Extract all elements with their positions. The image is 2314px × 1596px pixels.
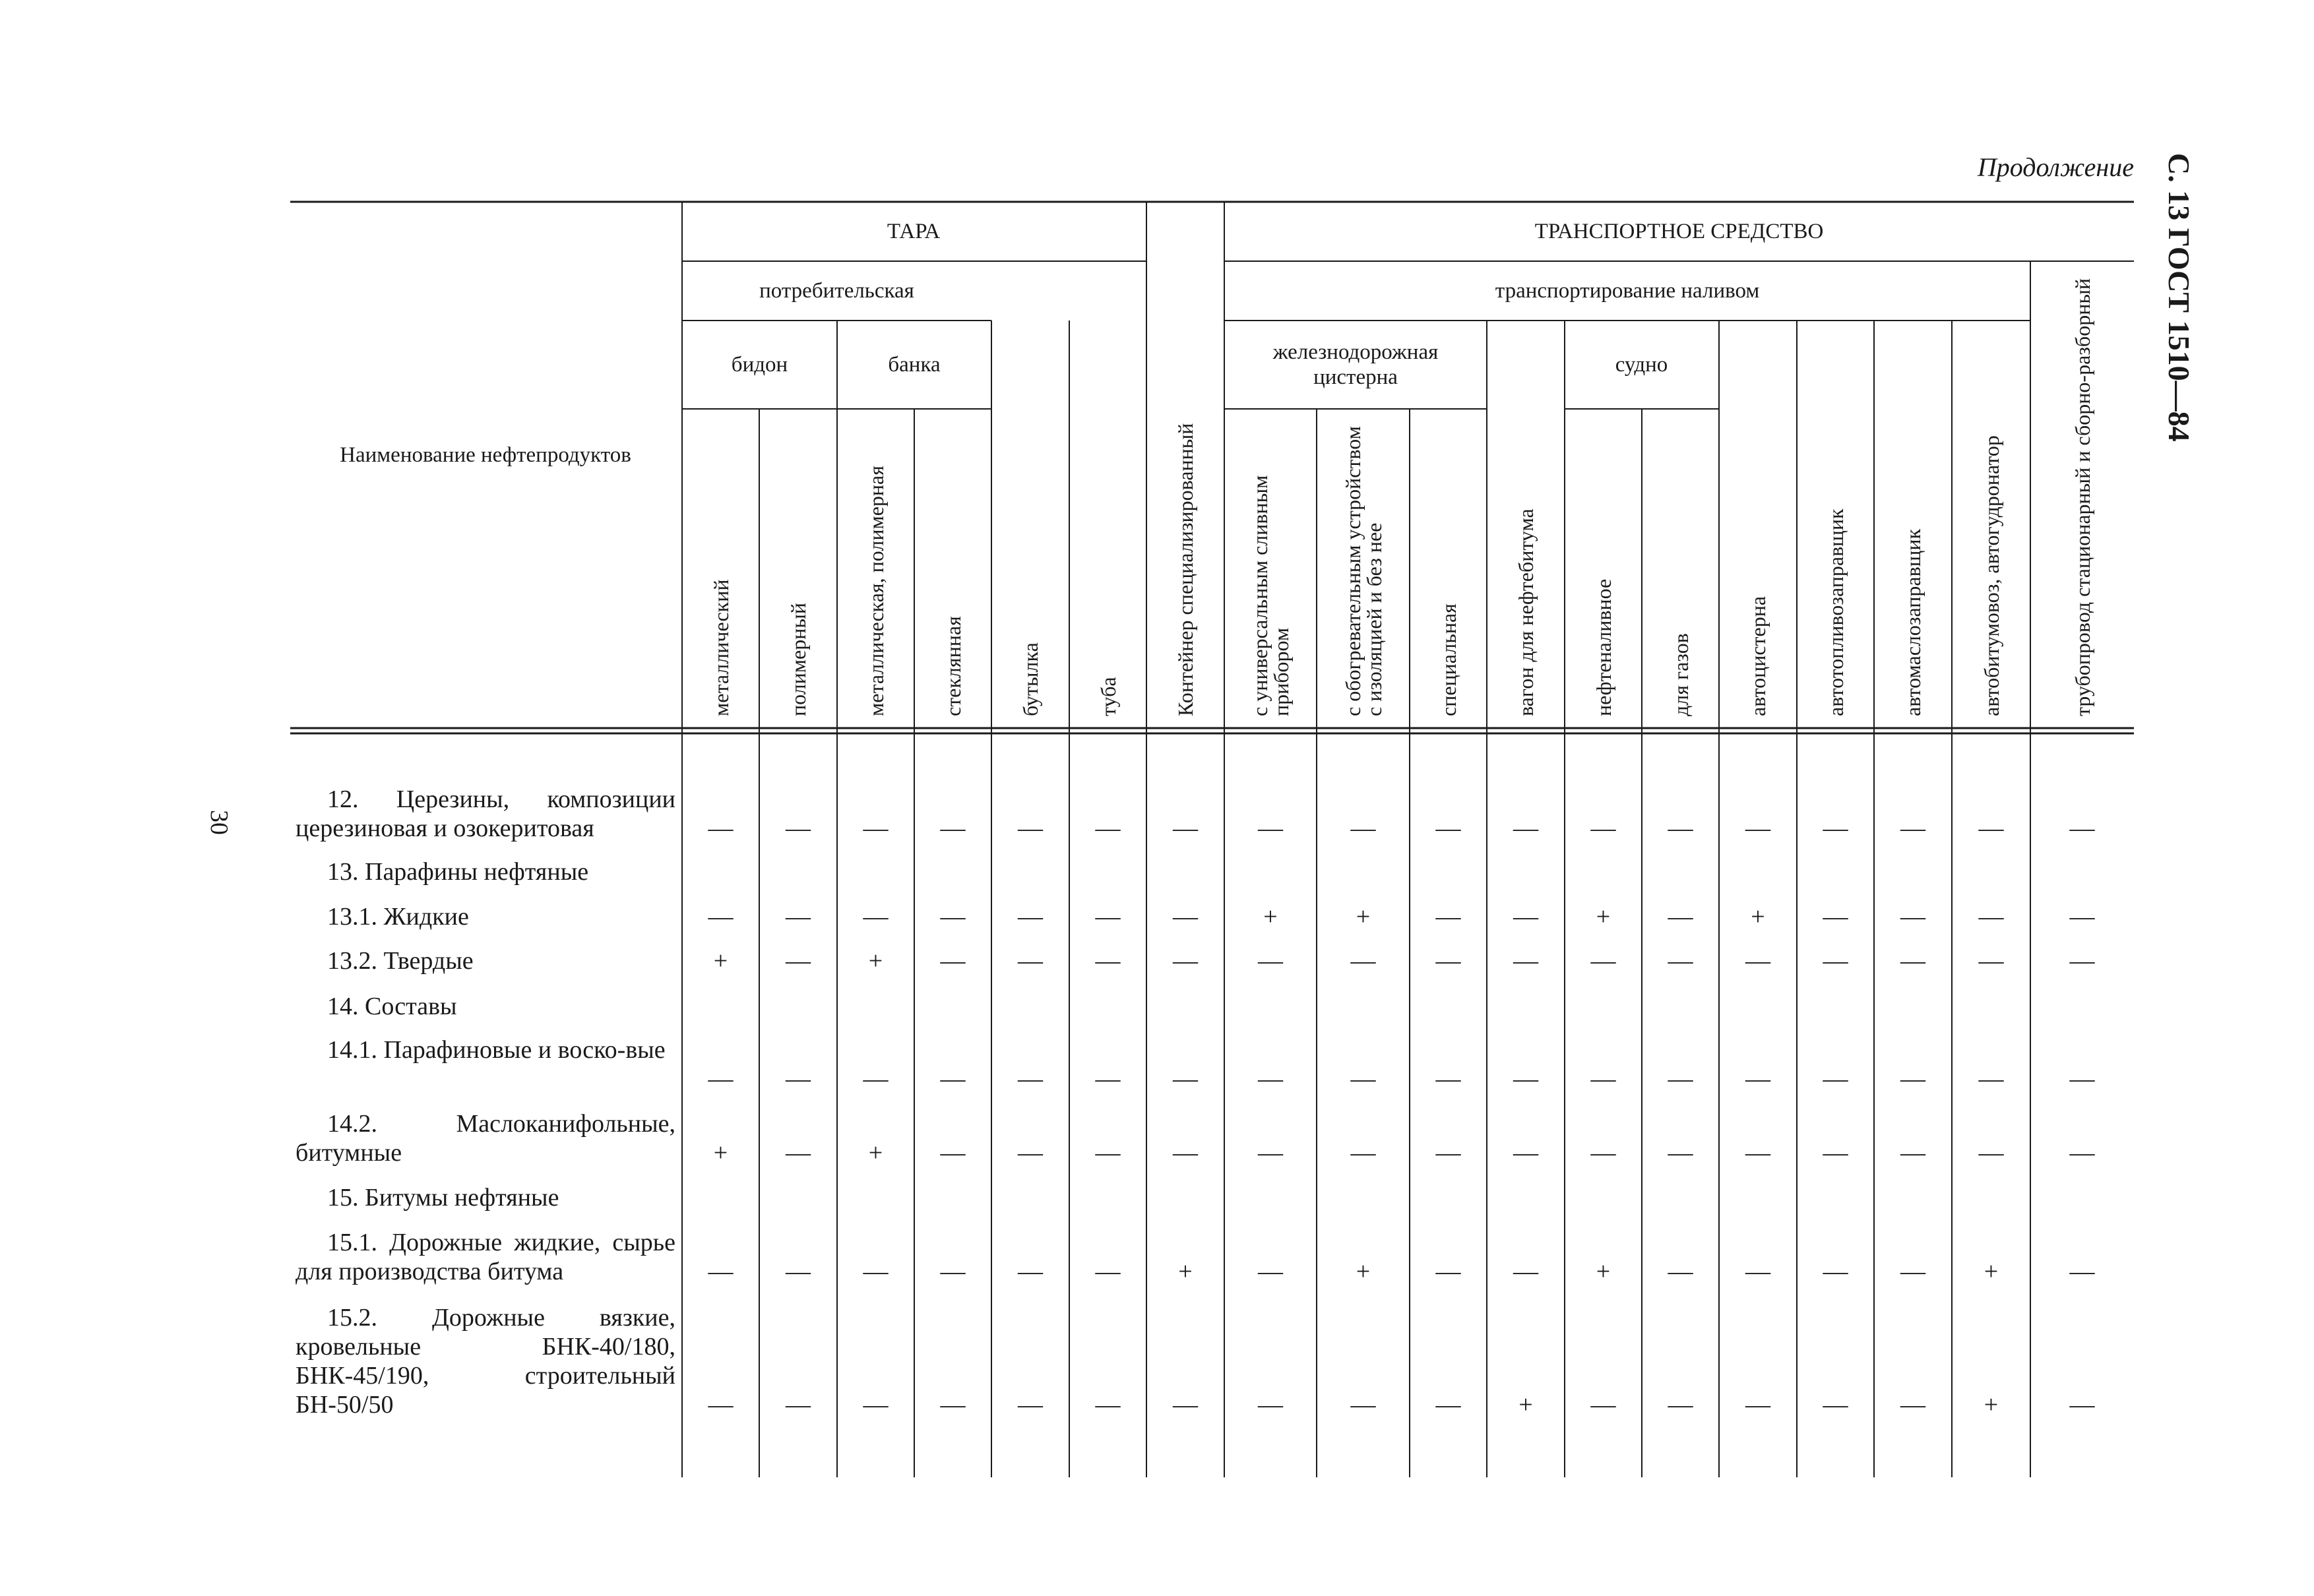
- table-cell-mark: —: [1745, 1065, 1770, 1093]
- table-cell-mark: —: [1095, 814, 1121, 842]
- col-header-label: с универсальным сливным прибором: [1248, 475, 1293, 716]
- table-cell-mark: —: [2069, 903, 2095, 931]
- table-cell-mark: —: [2069, 1065, 2095, 1093]
- col-header-rail-universal: [1224, 409, 1317, 728]
- table-cell-mark: +: [1518, 1391, 1533, 1419]
- table-cell-mark: +: [713, 1139, 728, 1167]
- standard-header: С. 13 ГОСТ 1510—84: [2162, 153, 2196, 442]
- table-cell-mark: —: [708, 903, 734, 931]
- table-cell-mark: —: [1173, 903, 1198, 931]
- col-header-tube: [1069, 321, 1146, 728]
- page-number: 30: [205, 810, 233, 835]
- table-cell-mark: —: [1018, 1065, 1043, 1093]
- table-cell-mark: —: [1435, 1258, 1461, 1285]
- table-row-name: 13.1. Жидкие: [327, 903, 469, 931]
- col-header-metal-can: [682, 409, 759, 728]
- table-row-name: 12. Церезины, композиции церезиновая и озокеритовая: [296, 785, 675, 842]
- header-group-transport: ТРАНСПОРТНОЕ СРЕДСТВО: [1534, 220, 1824, 243]
- table-cell-mark: —: [1900, 947, 1925, 975]
- table-row-name: 13. Парафины нефтяные: [327, 858, 589, 886]
- table-cell-mark: —: [1018, 947, 1043, 975]
- table-cell-mark: —: [863, 903, 889, 931]
- table-cell-mark: —: [1350, 947, 1376, 975]
- table-cell-mark: —: [2069, 814, 2095, 842]
- table-cell-mark: +: [1984, 1258, 1999, 1285]
- table-cell-mark: —: [1018, 814, 1043, 842]
- table-cell-mark: —: [1823, 1139, 1848, 1167]
- table-row-name: 14. Составы: [327, 993, 457, 1020]
- table-cell-mark: —: [1513, 947, 1538, 975]
- table-cell-mark: —: [1668, 1258, 1693, 1285]
- col-header-polymer-can: [759, 409, 837, 728]
- table-cell-mark: +: [1596, 1258, 1611, 1285]
- col-header-rail-special: [1410, 409, 1487, 728]
- table-cell-mark: —: [1258, 1065, 1283, 1093]
- col-header-label: автоцистерна: [1746, 596, 1770, 716]
- table-cell-mark: —: [786, 903, 811, 931]
- col-header-oil-vessel: [1565, 409, 1642, 728]
- table-cell-mark: —: [1668, 1391, 1693, 1419]
- col-header-label: нефтеналивное: [1591, 578, 1615, 716]
- table-cell-mark: —: [2069, 947, 2095, 975]
- table-cell-mark: —: [1978, 903, 2004, 931]
- col-header-label: специальная: [1436, 603, 1460, 716]
- table-cell-mark: —: [1513, 1065, 1538, 1093]
- table-cell-mark: —: [1435, 947, 1461, 975]
- col-header-label: автомаслозаправщик: [1901, 528, 1925, 716]
- table-cell-mark: —: [1258, 1139, 1283, 1167]
- table-cell-mark: —: [1095, 1258, 1121, 1285]
- table-cell-mark: —: [1823, 1065, 1848, 1093]
- col-header-bitumen-truck: [1952, 321, 2030, 728]
- col-header-fuel-truck: [1797, 321, 1874, 728]
- table-cell-mark: +: [868, 947, 883, 975]
- col-header-glass-jar: [914, 409, 991, 728]
- table-cell-mark: —: [1900, 1139, 1925, 1167]
- table-cell-mark: —: [1745, 1139, 1770, 1167]
- table-cell-mark: —: [1095, 903, 1121, 931]
- table-cell-mark: —: [863, 814, 889, 842]
- table-cell-mark: —: [940, 1258, 966, 1285]
- table-row-name: 15.2. Дорожные вязкие, кровельные БНК-40/180, БНК-45/190, строительный БН-50/50: [296, 1304, 675, 1419]
- col-header-label: с обогревательным устройством с изоляцией и без нее: [1340, 426, 1386, 716]
- table-cell-mark: —: [1435, 1065, 1461, 1093]
- table-cell-mark: —: [1668, 814, 1693, 842]
- table-cell-mark: —: [1823, 947, 1848, 975]
- table-cell-mark: —: [1668, 947, 1693, 975]
- table-cell-mark: —: [1173, 1391, 1198, 1419]
- col-header-label: туба: [1096, 677, 1120, 716]
- header-vessel: судно: [1615, 353, 1668, 377]
- header-rail-tank: железнодорожная цистерна: [1272, 340, 1439, 389]
- table-cell-mark: —: [1978, 1139, 2004, 1167]
- table-cell-mark: —: [1900, 903, 1925, 931]
- col-header-metal-polymer-jar: [837, 409, 914, 728]
- table-cell-mark: —: [1018, 903, 1043, 931]
- table-cell-mark: —: [1095, 1139, 1121, 1167]
- table-cell-mark: —: [1258, 814, 1283, 842]
- col-header-label: вагон для нефтебитума: [1514, 508, 1538, 716]
- col-header-oil-truck: [1874, 321, 1952, 728]
- table-cell-mark: —: [1823, 1391, 1848, 1419]
- col-header-bottle: [991, 321, 1069, 728]
- table-cell-mark: —: [1258, 947, 1283, 975]
- table-cell-mark: —: [1173, 947, 1198, 975]
- table-cell-mark: —: [1900, 814, 1925, 842]
- table-row-name: 14.2. Маслоканифольные, битумные: [296, 1110, 675, 1167]
- table-cell-mark: —: [940, 1391, 966, 1419]
- table-cell-mark: +: [1178, 1258, 1193, 1285]
- col-header-tank-truck: [1719, 321, 1797, 728]
- table-cell-mark: —: [1745, 1391, 1770, 1419]
- table-cell-mark: —: [1745, 947, 1770, 975]
- table-cell-mark: —: [1258, 1391, 1283, 1419]
- table-cell-mark: —: [1435, 1139, 1461, 1167]
- table-cell-mark: —: [1350, 1065, 1376, 1093]
- col-header-label: трубопровод стационарный и сборно-разборный: [2070, 278, 2094, 716]
- header-name-column: Наименование нефтепродуктов: [340, 443, 631, 467]
- header-banka: банка: [888, 353, 941, 377]
- col-header-label: металлический: [708, 579, 733, 716]
- table-cell-mark: —: [863, 1065, 889, 1093]
- table-cell-mark: —: [1978, 814, 2004, 842]
- table-cell-mark: +: [868, 1139, 883, 1167]
- table-cell-mark: +: [1596, 903, 1611, 931]
- table-cell-mark: —: [2069, 1258, 2095, 1285]
- table-cell-mark: —: [2069, 1139, 2095, 1167]
- table-cell-mark: —: [1590, 814, 1616, 842]
- table-cell-mark: —: [786, 1139, 811, 1167]
- table-cell-mark: —: [786, 1258, 811, 1285]
- table-cell-mark: —: [1173, 1139, 1198, 1167]
- table-cell-mark: —: [1513, 1258, 1538, 1285]
- header-subgroup-bulk: транспортирование наливом: [1495, 279, 1760, 303]
- table-cell-mark: —: [708, 1391, 734, 1419]
- table-cell-mark: —: [1745, 1258, 1770, 1285]
- table-cell-mark: —: [1668, 903, 1693, 931]
- table-cell-mark: —: [1823, 814, 1848, 842]
- table-cell-mark: —: [708, 1065, 734, 1093]
- table-cell-mark: —: [708, 814, 734, 842]
- table-cell-mark: —: [1095, 947, 1121, 975]
- col-header-label: бутылка: [1018, 642, 1042, 716]
- table-cell-mark: —: [1823, 1258, 1848, 1285]
- table-cell-mark: —: [863, 1391, 889, 1419]
- header-bidon: бидон: [731, 353, 788, 377]
- table-cell-mark: —: [1513, 1139, 1538, 1167]
- table-cell-mark: +: [1356, 1258, 1371, 1285]
- table-cell-mark: —: [1350, 1139, 1376, 1167]
- table-row-name: 13.2. Твердые: [327, 947, 474, 975]
- table-cell-mark: —: [786, 1065, 811, 1093]
- col-header-label: полимерный: [786, 603, 810, 716]
- col-header-rail-heated: [1317, 409, 1410, 728]
- table-cell-mark: —: [1350, 814, 1376, 842]
- table-cell-mark: +: [1263, 903, 1278, 931]
- table-cell-mark: —: [1900, 1391, 1925, 1419]
- table-cell-mark: —: [1590, 947, 1616, 975]
- table-cell-mark: —: [940, 903, 966, 931]
- col-header-label: для газов: [1668, 633, 1693, 716]
- table-cell-mark: —: [1435, 814, 1461, 842]
- table-cell-mark: —: [1435, 1391, 1461, 1419]
- table-cell-mark: —: [1900, 1258, 1925, 1285]
- table-cell-mark: —: [1018, 1391, 1043, 1419]
- table-cell-mark: —: [863, 1258, 889, 1285]
- table-cell-mark: —: [1018, 1258, 1043, 1285]
- table-cell-mark: —: [1513, 903, 1538, 931]
- col-header-label: стеклянная: [941, 616, 965, 716]
- header-subgroup-consumer: потребительская: [759, 279, 914, 303]
- table-row-name: 15. Битумы нефтяные: [327, 1184, 559, 1212]
- table-cell-mark: —: [786, 814, 811, 842]
- table-cell-mark: —: [1095, 1065, 1121, 1093]
- table-cell-mark: +: [1356, 903, 1371, 931]
- continued-label: Продолжение: [1977, 152, 2134, 182]
- table-cell-mark: —: [1590, 1391, 1616, 1419]
- table-cell-mark: +: [1751, 903, 1765, 931]
- col-header-bitumen-wagon: [1487, 321, 1565, 728]
- col-header-label: металлическая, полимерная: [863, 466, 888, 716]
- table-cell-mark: —: [1823, 903, 1848, 931]
- col-header-gas-vessel: [1642, 409, 1719, 728]
- table-row-name: 14.1. Парафиновые и воско-вые: [327, 1036, 666, 1064]
- table-cell-mark: —: [1513, 814, 1538, 842]
- table-cell-mark: —: [1590, 1139, 1616, 1167]
- table-cell-mark: —: [786, 1391, 811, 1419]
- col-header-label: автобитумовоз, автогудронатор: [1979, 435, 2003, 716]
- table-cell-mark: —: [1668, 1139, 1693, 1167]
- table-cell-mark: —: [1668, 1065, 1693, 1093]
- table-cell-mark: —: [1095, 1391, 1121, 1419]
- col-header-label: автотопливозаправщик: [1823, 508, 1848, 716]
- col-header-label: Контейнер специализированный: [1173, 423, 1197, 716]
- table-row-name: 15.1. Дорожные жидкие, сырье для производства битума: [296, 1229, 675, 1285]
- table-cell-mark: —: [1350, 1391, 1376, 1419]
- table-cell-mark: —: [1590, 1065, 1616, 1093]
- table-cell-mark: —: [940, 814, 966, 842]
- table-cell-mark: —: [1745, 814, 1770, 842]
- table-cell-mark: +: [713, 947, 728, 975]
- table-cell-mark: —: [2069, 1391, 2095, 1419]
- table-cell-mark: —: [1173, 1065, 1198, 1093]
- table-cell-mark: —: [1978, 947, 2004, 975]
- header-group-tara: ТАРА: [887, 220, 941, 243]
- table-cell-mark: —: [1978, 1065, 2004, 1093]
- col-header-pipeline: [2030, 261, 2134, 728]
- table-cell-mark: —: [940, 1139, 966, 1167]
- table-cell-mark: —: [708, 1258, 734, 1285]
- table-cell-mark: +: [1984, 1391, 1999, 1419]
- table-cell-mark: —: [940, 947, 966, 975]
- table-cell-mark: —: [1258, 1258, 1283, 1285]
- table-cell-mark: —: [1018, 1139, 1043, 1167]
- table-cell-mark: —: [940, 1065, 966, 1093]
- table-cell-mark: —: [786, 947, 811, 975]
- table-cell-mark: —: [1900, 1065, 1925, 1093]
- table-cell-mark: —: [1173, 814, 1198, 842]
- table-cell-mark: —: [1435, 903, 1461, 931]
- col-header-container: [1146, 202, 1224, 728]
